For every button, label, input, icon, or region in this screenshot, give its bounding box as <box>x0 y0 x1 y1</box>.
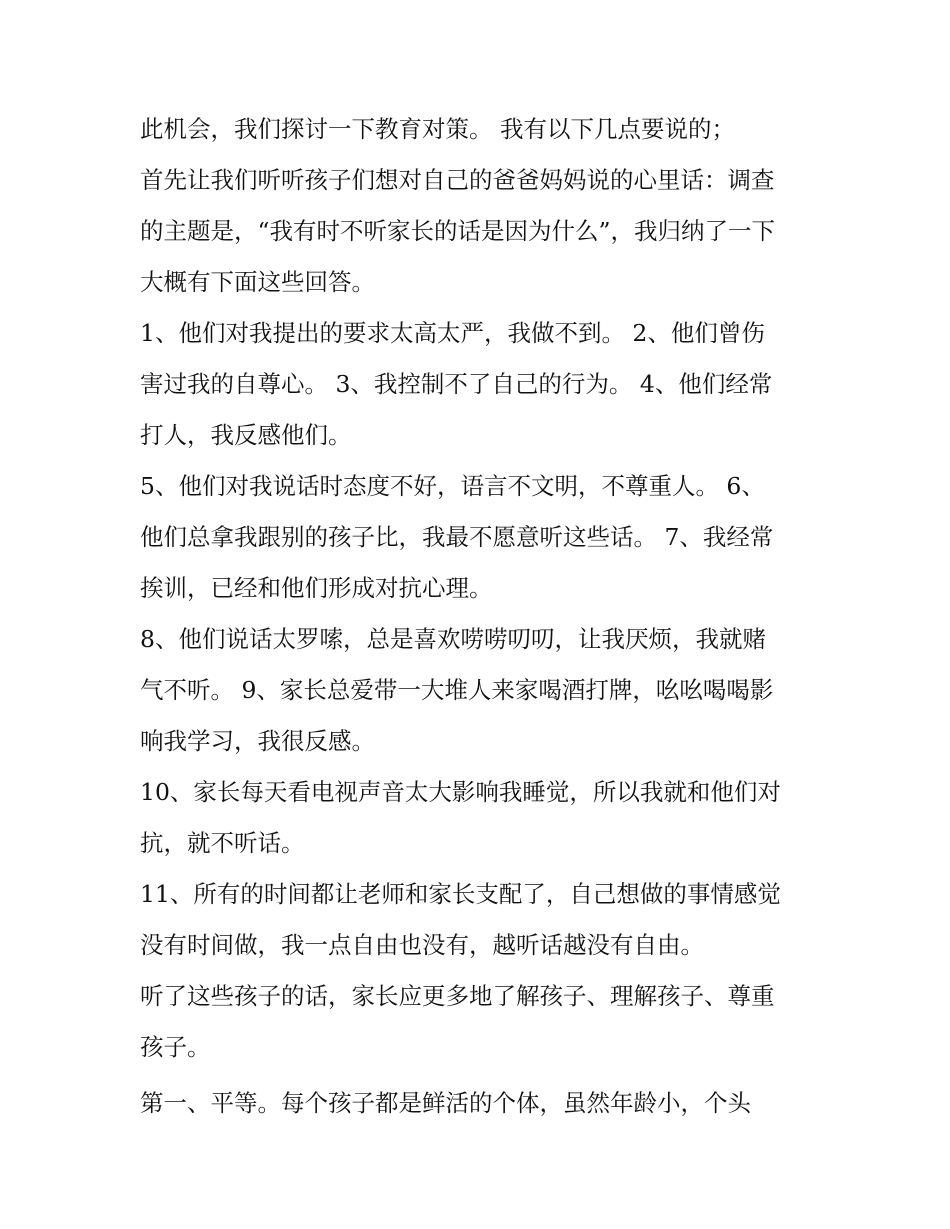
text-line: 打人，我反感他们。 <box>140 421 352 449</box>
document-body <box>140 104 820 1129</box>
text-line: 8、他们说话太罗嗦，总是喜欢唠唠叨叨，让我厌烦，我就赌 <box>140 625 766 653</box>
text-line: 大概有下面这些回答。 <box>140 268 375 296</box>
text-line: 孩子。 <box>140 1033 211 1061</box>
text-line: 挨训，已经和他们形成对抗心理。 <box>140 574 493 602</box>
text-line: 听了这些孩子的话，家长应更多地了解孩子、理解孩子、尊重 <box>140 982 775 1010</box>
text-line: 害过我的自尊心。 3、我控制不了自己的行为。 4、他们经常 <box>140 370 773 398</box>
text-line: 首先让我们听听孩子们想对自己的爸爸妈妈说的心里话：调查 <box>140 166 775 194</box>
text-line: 5、他们对我说话时态度不好，语言不文明，不尊重人。 6、 <box>140 472 765 500</box>
text-line: 气不听。 9、家长总爱带一大堆人来家喝酒打牌，吆吆喝喝影 <box>140 676 774 704</box>
text-line: 的主题是，“我有时不听家长的话是因为什么”，我归纳了一下 <box>140 217 776 245</box>
text-line: 他们总拿我跟别的孩子比，我最不愿意听这些话。 7、我经常 <box>140 523 774 551</box>
text-line: 此机会，我们探讨一下教育对策。 我有以下几点要说的； <box>140 115 735 143</box>
text-line: 没有时间做，我一点自由也没有，越听话越没有自由。 <box>140 931 704 959</box>
text-line: 1、他们对我提出的要求太高太严，我做不到。 2、他们曾伤 <box>140 319 765 347</box>
text-line: 10、家长每天看电视声音太大影响我睡觉，所以我就和他们对 <box>140 778 781 806</box>
text-line: 响我学习，我很反感。 <box>140 727 375 755</box>
text-line: 第一、平等。每个孩子都是鲜活的个体，虽然年龄小，个头 <box>140 1089 751 1117</box>
text-line: 11、所有的时间都让老师和家长支配了，自己想做的事情感觉 <box>140 880 781 908</box>
text-line: 抗，就不听话。 <box>140 829 305 857</box>
